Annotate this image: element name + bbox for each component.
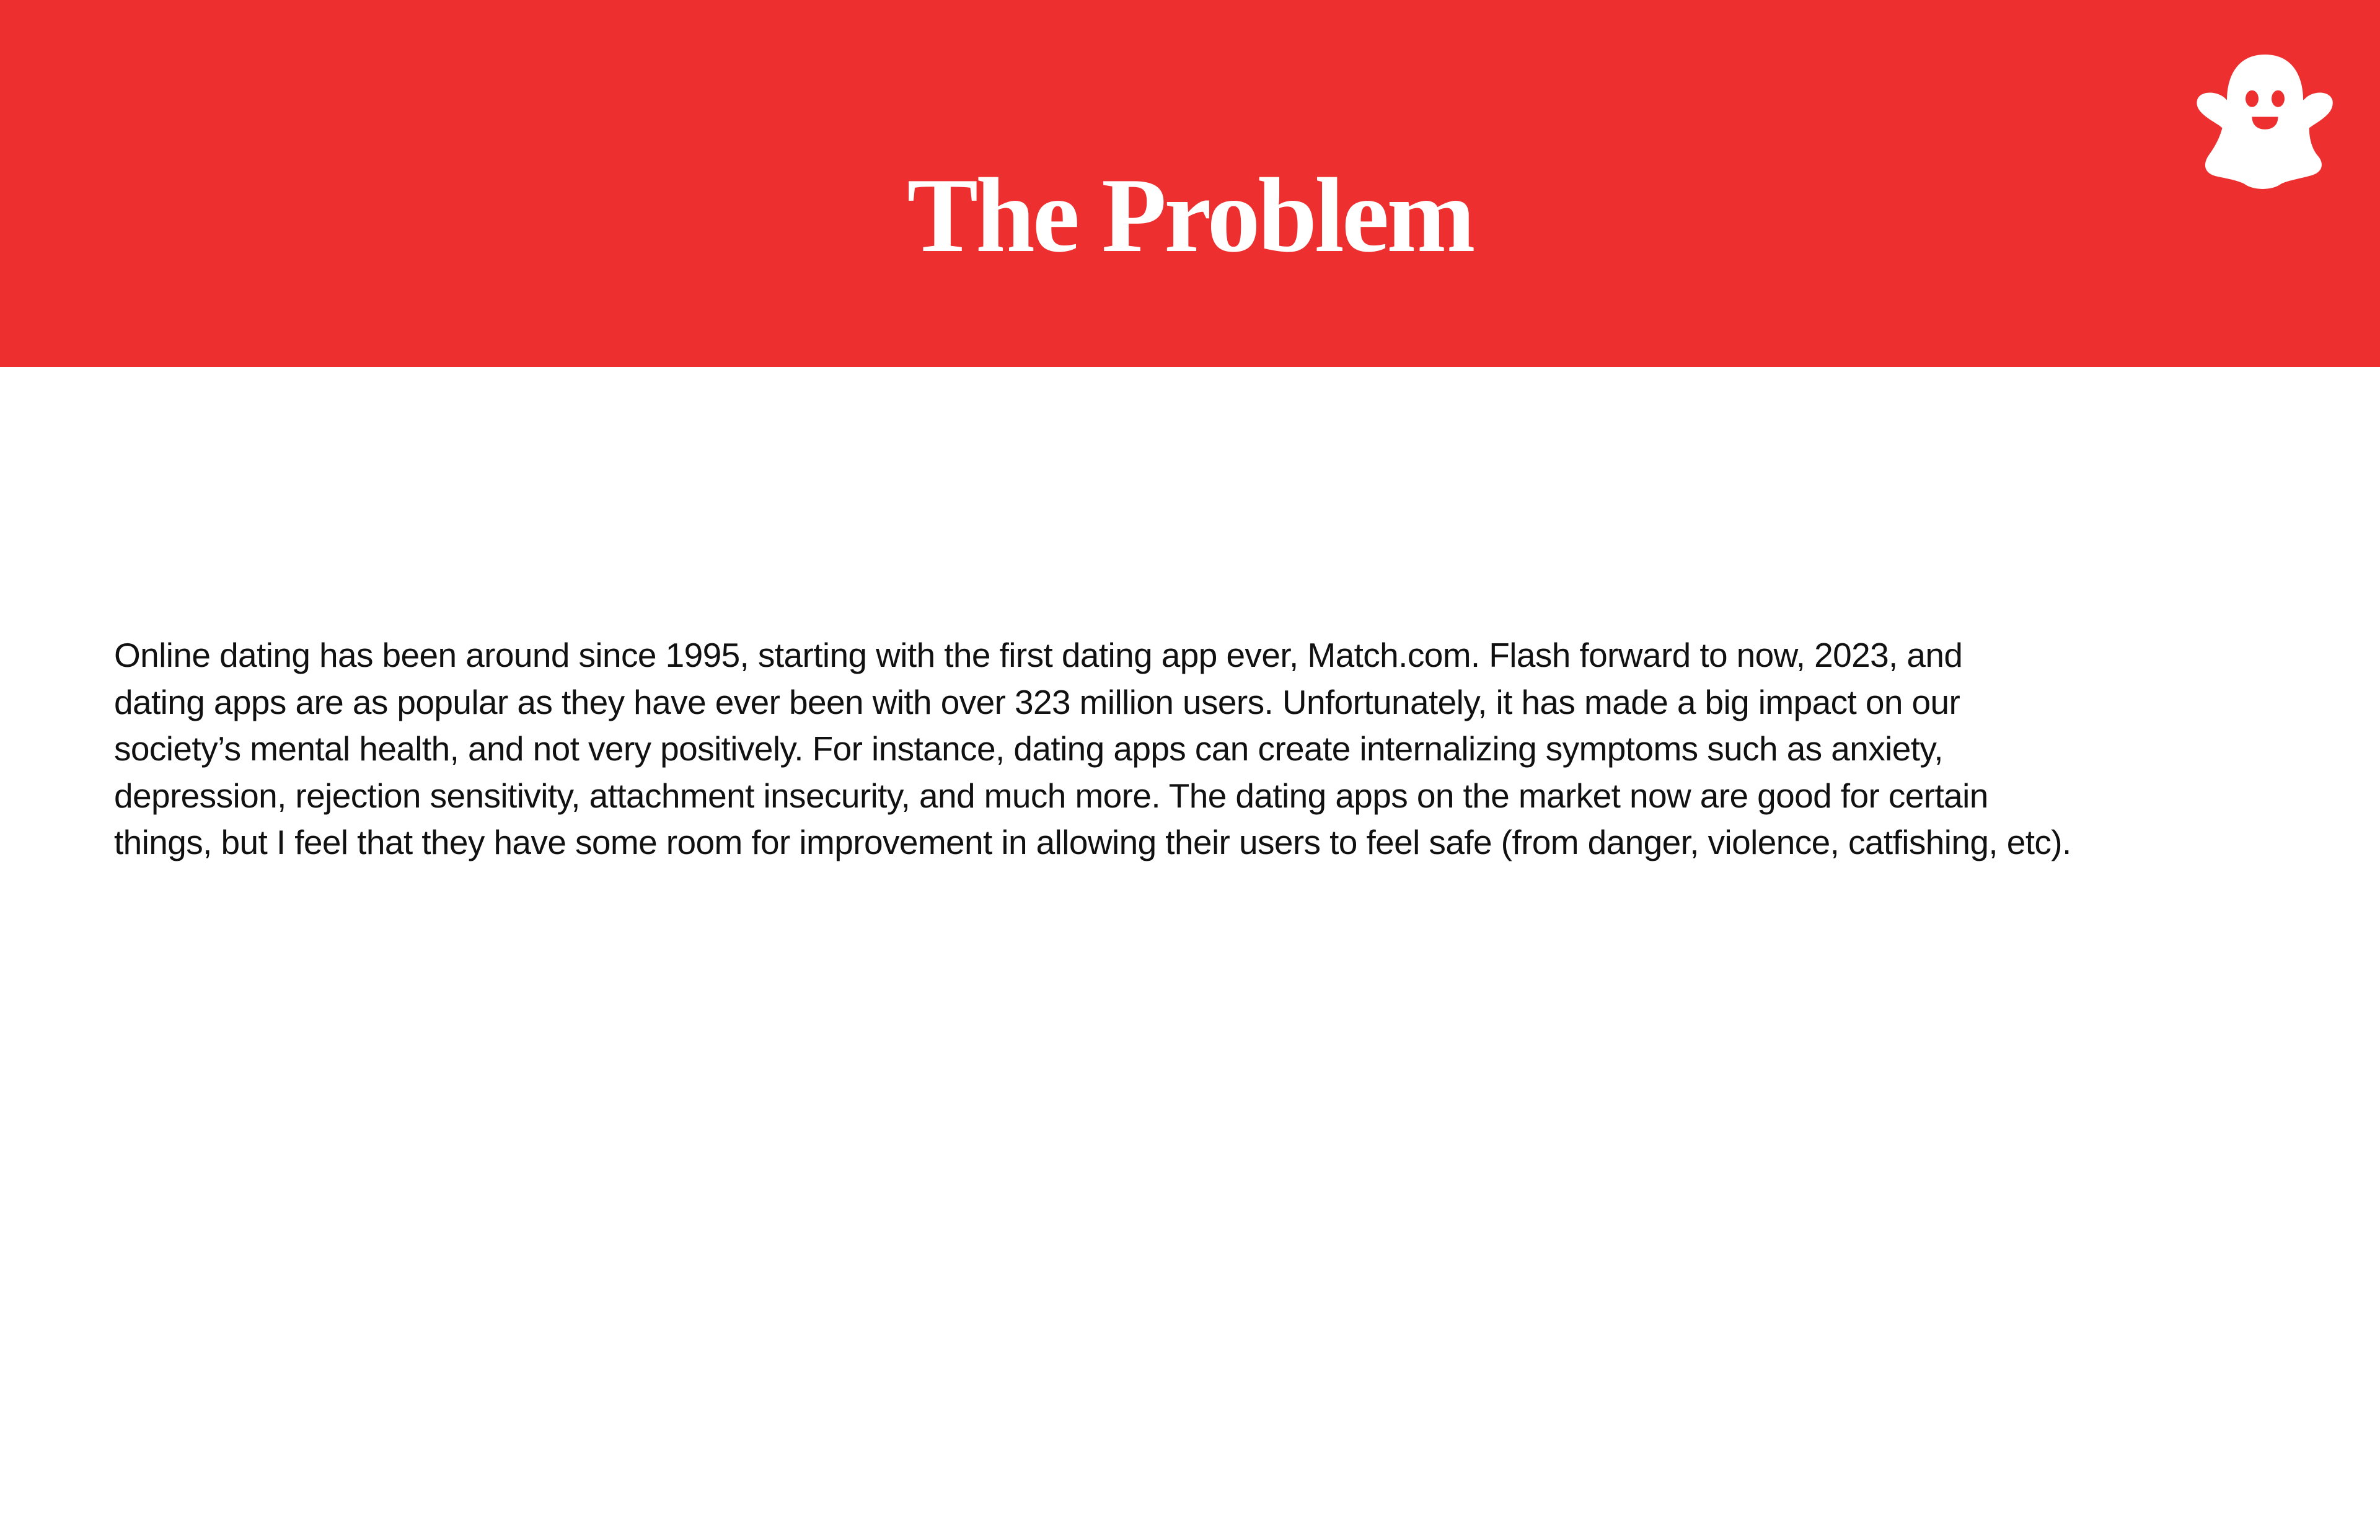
- paragraph-line: dating apps are as popular as they have ever been with over 323 million users. Unfortunately, it has made a big impact on our: [114, 682, 1960, 721]
- paragraph-line: society’s mental health, and not very positively. For instance, dating apps can create internalizing symptoms such as anxiety,: [114, 729, 1943, 768]
- paragraph-line: things, but I feel that they have some room for improvement in allowing their users to feel safe (from danger, violence, catfishing, etc).: [114, 823, 2071, 861]
- header-banner: [0, 0, 2380, 367]
- page-title: The Problem: [907, 157, 1473, 275]
- ghost-icon: [2167, 30, 2353, 216]
- paragraph-line: depression, rejection sensitivity, attachment insecurity, and much more. The dating apps on the market now are good for certain: [114, 776, 1988, 815]
- problem-description: [114, 632, 2071, 866]
- paragraph-line: Online dating has been around since 1995, starting with the first dating app ever, Match.com. Flash forward to now, 2023, and: [114, 636, 1963, 674]
